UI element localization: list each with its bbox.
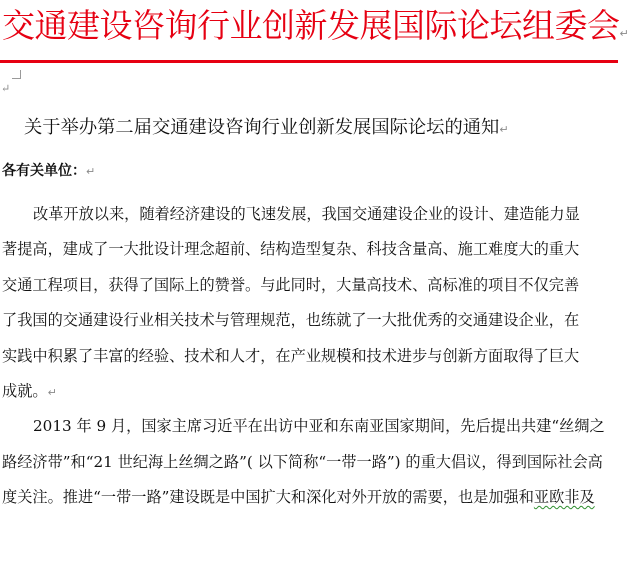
notice-body (2, 197, 616, 516)
paragraph-1-line-text: 成就。 (2, 381, 48, 400)
paragraph-mark-icon: ↵ (619, 27, 629, 40)
spellcheck-underlined-text: 亚欧非及 (533, 488, 595, 507)
paragraph-1-line: 交通工程项目，获得了国际上的赞誉。与此同时，大量高技术、高标准的项目不仅完善 (2, 275, 580, 294)
salutation-text: 各有关单位： (2, 163, 86, 179)
paragraph-2-last-line (2, 480, 616, 515)
letterhead (2, 6, 629, 54)
paragraph-1-line: 实践中积累了丰富的经验、技术和人才，在产业规模和技术进步与创新方面取得了巨大 (2, 346, 580, 365)
paragraph-mark-icon: ↵ (47, 385, 57, 399)
notice-title (24, 116, 614, 142)
paragraph-2-line-text: 度关注。推进“一带一路”建设既是中国扩大和深化对外开放的需要，也是加强和 (2, 488, 534, 507)
empty-paragraph-mark-icon: ↵ (1, 82, 11, 95)
paragraph-1-last-line (2, 374, 616, 409)
paragraph-2-line: 路经济带”和“21 世纪海上丝绸之路”( 以下简称“一带一路”) 的重大倡议，得到国际社会高 (2, 452, 603, 471)
letterhead-red-rule (0, 60, 618, 63)
organization-title: 交通建设咨询行业创新发展国际论坛组委会 (2, 6, 620, 45)
paragraph-1-line: 改革开放以来，随着经济建设的飞速发展，我国交通建设企业的设计、建造能力显 (33, 205, 580, 223)
text-boundary-corner-mark (12, 70, 21, 79)
paragraph-1-line: 了我国的交通建设行业相关技术与管理规范，也练就了一大批优秀的交通建设企业，在 (2, 311, 580, 330)
paragraph-1-line: 著提高，建成了一大批设计理念超前、结构造型复杂、科技含量高、施工难度大的重大 (2, 240, 580, 259)
paragraph-mark-icon: ↵ (499, 123, 509, 136)
notice-title-text: 关于举办第二届交通建设咨询行业创新发展国际论坛的通知 (24, 117, 500, 138)
salutation (2, 159, 95, 184)
paragraph-2-line: 2013 年 9 月，国家主席习近平在出访中亚和东南亚国家期间，先后提出共建“丝绸之 (33, 417, 605, 436)
paragraph-mark-icon: ↵ (86, 165, 96, 178)
